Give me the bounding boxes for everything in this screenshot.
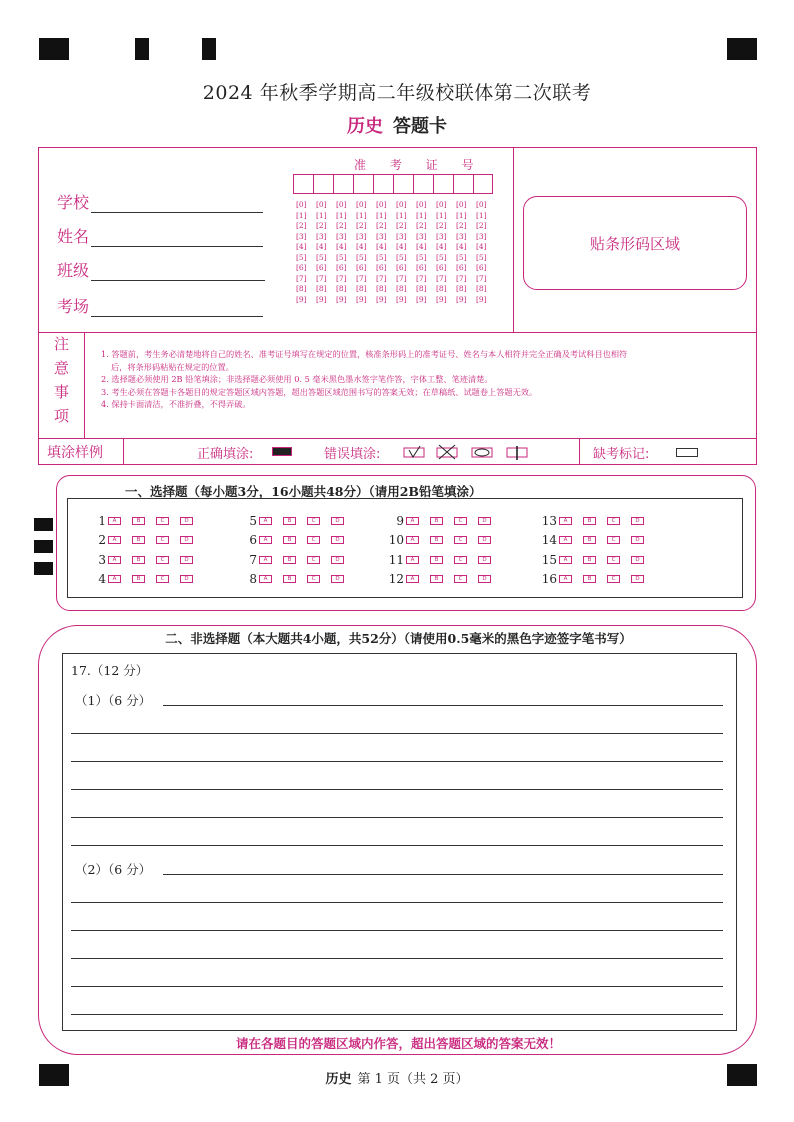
digit-bubble[interactable]: [3] xyxy=(416,231,427,241)
digit-bubble[interactable]: [9] xyxy=(316,294,327,304)
question-number: 12 xyxy=(388,572,404,587)
question-17-label: 17.（12 分） xyxy=(71,663,149,678)
digit-bubble[interactable]: [3] xyxy=(316,231,327,241)
option-bubble[interactable]: C xyxy=(607,556,620,564)
question-row xyxy=(533,570,655,590)
notice-title: 注 意 事 项 xyxy=(53,335,69,425)
digit-bubble[interactable]: [6] xyxy=(456,263,467,272)
digit-bubble[interactable]: [5] xyxy=(296,252,307,262)
answer-line xyxy=(71,986,723,987)
option-bubble[interactable]: D xyxy=(631,536,644,544)
option-bubble[interactable]: C xyxy=(307,575,320,583)
digit-bubble[interactable]: [3] xyxy=(396,231,407,241)
digit-bubble[interactable]: [2] xyxy=(416,221,427,230)
option-bubble[interactable]: B xyxy=(132,556,145,564)
question-row xyxy=(233,511,355,531)
fill-sample-row xyxy=(39,438,758,465)
name-field[interactable]: 姓名 xyxy=(57,224,263,247)
digit-bubble[interactable]: [4] xyxy=(396,242,407,251)
answer-line xyxy=(71,733,723,734)
answer-line xyxy=(71,789,723,790)
option-bubble[interactable]: C xyxy=(607,536,620,544)
option-bubble[interactable]: B xyxy=(132,575,145,583)
option-bubble[interactable]: D xyxy=(331,536,344,544)
digit-bubble[interactable]: [3] xyxy=(456,231,467,241)
exam-number-boxes[interactable] xyxy=(293,174,493,194)
option-bubble[interactable]: C xyxy=(454,575,467,583)
answer-line xyxy=(71,1014,723,1015)
digit-bubble[interactable]: [4] xyxy=(296,242,307,251)
digit-bubble[interactable]: [8] xyxy=(396,284,407,293)
digit-bubble[interactable]: [9] xyxy=(336,294,347,304)
digit-bubble[interactable]: [2] xyxy=(396,221,407,230)
digit-bubble[interactable]: [6] xyxy=(436,263,447,272)
digit-bubble[interactable]: [3] xyxy=(476,231,487,241)
digit-row xyxy=(294,242,494,253)
digit-bubble[interactable]: [6] xyxy=(376,263,387,272)
barcode-area: 贴条形码区域 xyxy=(523,196,747,290)
question-number: 8 xyxy=(249,572,257,587)
question-column xyxy=(233,511,355,589)
digit-bubble[interactable]: [9] xyxy=(476,294,487,304)
page-footer xyxy=(0,1068,794,1087)
option-bubble[interactable]: B xyxy=(283,556,296,564)
digit-bubble[interactable]: [1] xyxy=(416,210,427,220)
registration-mark xyxy=(34,562,53,575)
registration-mark xyxy=(34,518,53,531)
option-bubble[interactable]: B xyxy=(283,517,296,525)
digit-bubble[interactable]: [8] xyxy=(356,284,367,293)
digit-bubble[interactable]: [2] xyxy=(356,221,367,230)
info-box xyxy=(38,147,757,465)
digit-bubble[interactable]: [9] xyxy=(356,294,367,304)
notice-item: 3. 考生必须在答题卡各题目的规定答题区域内答题，超出答题区域范围书写的答案无效；在草稿纸、试题卷上答题无效。 xyxy=(101,386,538,397)
digit-bubble[interactable]: [5] xyxy=(476,252,487,262)
digit-bubble[interactable]: [2] xyxy=(436,221,447,230)
option-bubble[interactable]: D xyxy=(631,517,644,525)
question-number: 5 xyxy=(249,513,257,528)
option-bubble[interactable]: A xyxy=(259,575,272,583)
digit-bubble[interactable]: [0] xyxy=(436,200,447,209)
option-bubble[interactable]: B xyxy=(283,536,296,544)
registration-mark xyxy=(34,540,53,553)
option-bubble[interactable]: B xyxy=(430,556,443,564)
answer-line xyxy=(71,817,723,818)
digit-bubble[interactable]: [4] xyxy=(336,242,347,251)
digit-bubble[interactable]: [0] xyxy=(396,200,407,209)
question-row xyxy=(82,550,204,570)
digit-bubble[interactable]: [7] xyxy=(336,273,347,283)
digit-bubble[interactable]: [2] xyxy=(456,221,467,230)
digit-bubble[interactable]: [4] xyxy=(416,242,427,251)
option-bubble[interactable]: B xyxy=(583,556,596,564)
digit-bubble[interactable]: [4] xyxy=(436,242,447,251)
wrong-fill-samples xyxy=(403,444,533,460)
digit-bubble[interactable]: [6] xyxy=(336,263,347,272)
question-row xyxy=(380,550,502,570)
option-bubble[interactable]: C xyxy=(307,517,320,525)
digit-bubble[interactable]: [6] xyxy=(296,263,307,272)
answer-line xyxy=(71,761,723,762)
answer-line xyxy=(71,845,723,846)
option-bubble[interactable]: A xyxy=(108,575,121,583)
digit-bubble[interactable]: [4] xyxy=(376,242,387,251)
question-17-part1-label: （1）（6 分） xyxy=(75,693,152,708)
digit-bubble[interactable]: [5] xyxy=(356,252,367,262)
notice-item: 1. 答题前，考生务必清楚地将自己的姓名、准考证号填写在规定的位置，核准条形码上的准考证号、姓名与本人相符并完全正确及考试科目也相符 xyxy=(101,349,628,359)
digit-bubble[interactable]: [7] xyxy=(376,273,387,283)
nonchoice-section xyxy=(38,625,757,1055)
question-number: 4 xyxy=(98,572,106,587)
digit-bubble[interactable]: [4] xyxy=(476,242,487,251)
correct-fill-label: 正确填涂: xyxy=(197,447,254,462)
digit-bubble[interactable]: [2] xyxy=(376,221,387,230)
digit-bubble[interactable]: [3] xyxy=(436,231,447,241)
page-number: 第 1 页（共 2 页） xyxy=(357,1072,469,1087)
digit-row xyxy=(294,211,494,222)
digit-bubble[interactable]: [1] xyxy=(336,210,347,220)
correct-fill-sample xyxy=(272,447,292,456)
digit-bubble[interactable]: [3] xyxy=(376,231,387,241)
digit-bubble[interactable]: [1] xyxy=(296,210,307,220)
option-bubble[interactable]: B xyxy=(430,575,443,583)
option-bubble[interactable]: A xyxy=(259,536,272,544)
option-bubble[interactable]: D xyxy=(180,575,193,583)
digit-bubble[interactable]: [8] xyxy=(336,284,347,293)
option-bubble[interactable]: A xyxy=(559,536,572,544)
exam-number-bubbles[interactable] xyxy=(294,200,494,305)
question-row xyxy=(233,531,355,551)
answer-line xyxy=(163,705,723,706)
option-bubble[interactable]: D xyxy=(478,556,491,564)
digit-bubble[interactable]: [6] xyxy=(396,263,407,272)
question-number: 11 xyxy=(388,552,404,567)
option-bubble[interactable]: C xyxy=(156,575,169,583)
option-bubble[interactable]: C xyxy=(156,517,169,525)
digit-bubble[interactable]: [2] xyxy=(296,221,307,230)
digit-bubble[interactable]: [5] xyxy=(416,252,427,262)
registration-mark xyxy=(135,38,149,60)
digit-bubble[interactable]: [1] xyxy=(456,210,467,220)
digit-bubble[interactable]: [0] xyxy=(376,200,387,209)
digit-bubble[interactable]: [6] xyxy=(316,263,327,272)
digit-bubble[interactable]: [0] xyxy=(296,200,307,209)
option-bubble[interactable]: B xyxy=(583,517,596,525)
digit-bubble[interactable]: [9] xyxy=(376,294,387,304)
digit-bubble[interactable]: [7] xyxy=(356,273,367,283)
question-column xyxy=(82,511,204,589)
digit-row xyxy=(294,232,494,243)
option-bubble[interactable]: C xyxy=(454,517,467,525)
digit-bubble[interactable]: [2] xyxy=(476,221,487,230)
option-bubble[interactable]: D xyxy=(478,517,491,525)
option-bubble[interactable]: B xyxy=(430,517,443,525)
digit-bubble[interactable]: [8] xyxy=(296,284,307,293)
option-bubble[interactable]: B xyxy=(430,536,443,544)
digit-row xyxy=(294,200,494,211)
option-bubble[interactable]: A xyxy=(559,556,572,564)
answer-area-q17[interactable] xyxy=(62,653,737,1031)
option-bubble[interactable]: B xyxy=(132,517,145,525)
option-bubble[interactable]: D xyxy=(180,536,193,544)
wrong-fill-label: 错误填涂: xyxy=(324,447,381,462)
option-bubble[interactable]: A xyxy=(559,517,572,525)
option-bubble[interactable]: B xyxy=(583,575,596,583)
notice-list xyxy=(101,348,743,411)
question-number: 15 xyxy=(541,552,557,567)
digit-bubble[interactable]: [9] xyxy=(436,294,447,304)
digit-bubble[interactable]: [8] xyxy=(476,284,487,293)
registration-mark xyxy=(202,38,216,60)
digit-bubble[interactable]: [1] xyxy=(476,210,487,220)
question-number: 10 xyxy=(388,533,404,548)
digit-row xyxy=(294,284,494,295)
card-label: 答题卡 xyxy=(393,116,447,137)
digit-bubble[interactable]: [7] xyxy=(456,273,467,283)
nonchoice-section-title: 二、非选择题（本大题共4小题，共52分）（请使用0.5毫米的黑色字迹签字笔书写） xyxy=(165,631,632,646)
question-number: 13 xyxy=(541,513,557,528)
digit-bubble[interactable]: [1] xyxy=(356,210,367,220)
school-field[interactable]: 学校 xyxy=(57,190,263,213)
option-bubble[interactable]: A xyxy=(406,556,419,564)
option-bubble[interactable]: C xyxy=(607,575,620,583)
digit-bubble[interactable]: [4] xyxy=(456,242,467,251)
digit-bubble[interactable]: [7] xyxy=(476,273,487,283)
digit-bubble[interactable]: [1] xyxy=(316,210,327,220)
answer-line xyxy=(163,874,723,875)
option-bubble[interactable]: D xyxy=(331,517,344,525)
question-row xyxy=(82,511,204,531)
fill-sample-label: 填涂样例 xyxy=(47,445,103,461)
option-bubble[interactable]: C xyxy=(607,517,620,525)
option-bubble[interactable]: A xyxy=(406,517,419,525)
digit-bubble[interactable]: [5] xyxy=(376,252,387,262)
digit-bubble[interactable]: [8] xyxy=(436,284,447,293)
option-bubble[interactable]: B xyxy=(283,575,296,583)
digit-bubble[interactable]: [8] xyxy=(316,284,327,293)
digit-bubble[interactable]: [9] xyxy=(456,294,467,304)
digit-bubble[interactable]: [5] xyxy=(456,252,467,262)
digit-bubble[interactable]: [4] xyxy=(356,242,367,251)
question-row xyxy=(380,511,502,531)
digit-bubble[interactable]: [7] xyxy=(436,273,447,283)
option-bubble[interactable]: C xyxy=(454,556,467,564)
question-17-part2-label: （2）（6 分） xyxy=(75,862,152,877)
digit-bubble[interactable]: [0] xyxy=(316,200,327,209)
option-bubble[interactable]: A xyxy=(259,517,272,525)
digit-bubble[interactable]: [9] xyxy=(296,294,307,304)
footer-subject: 历史 xyxy=(325,1072,352,1087)
question-number: 3 xyxy=(98,552,106,567)
digit-bubble[interactable]: [3] xyxy=(356,231,367,241)
registration-mark xyxy=(727,38,757,60)
digit-bubble[interactable]: [5] xyxy=(436,252,447,262)
option-bubble[interactable]: A xyxy=(406,575,419,583)
question-column xyxy=(380,511,502,589)
choice-section-title: 一、选择题（每小题3分，16小题共48分）（请用2B铅笔填涂） xyxy=(125,484,482,499)
digit-bubble[interactable]: [6] xyxy=(476,263,487,272)
digit-row xyxy=(294,263,494,274)
digit-bubble[interactable]: [6] xyxy=(356,263,367,272)
question-row xyxy=(82,570,204,590)
question-row xyxy=(233,550,355,570)
subject-label: 历史 xyxy=(347,116,383,137)
digit-bubble[interactable]: [9] xyxy=(416,294,427,304)
digit-row xyxy=(294,221,494,232)
digit-bubble[interactable]: [8] xyxy=(456,284,467,293)
absent-mark-label: 缺考标记: xyxy=(593,447,650,462)
answer-line xyxy=(71,930,723,931)
question-number: 16 xyxy=(541,572,557,587)
class-field[interactable]: 班级 xyxy=(57,258,265,281)
digit-bubble[interactable]: [7] xyxy=(296,273,307,283)
option-bubble[interactable]: D xyxy=(478,536,491,544)
question-number: 9 xyxy=(396,513,404,528)
option-bubble[interactable]: C xyxy=(307,556,320,564)
digit-bubble[interactable]: [2] xyxy=(336,221,347,230)
digit-row xyxy=(294,253,494,264)
option-bubble[interactable]: D xyxy=(631,556,644,564)
option-bubble[interactable]: A xyxy=(406,536,419,544)
question-column xyxy=(533,511,655,589)
digit-row xyxy=(294,274,494,285)
registration-mark xyxy=(39,38,69,60)
digit-bubble[interactable]: [0] xyxy=(456,200,467,209)
option-bubble[interactable]: D xyxy=(180,556,193,564)
digit-bubble[interactable]: [9] xyxy=(396,294,407,304)
page-subtitle xyxy=(0,112,794,138)
digit-bubble[interactable]: [7] xyxy=(396,273,407,283)
question-number: 7 xyxy=(249,552,257,567)
answer-line xyxy=(71,902,723,903)
question-row xyxy=(233,570,355,590)
question-number: 1 xyxy=(98,513,106,528)
option-bubble[interactable]: D xyxy=(331,575,344,583)
option-bubble[interactable]: A xyxy=(559,575,572,583)
option-bubble[interactable]: D xyxy=(331,556,344,564)
question-row xyxy=(380,570,502,590)
question-number: 2 xyxy=(98,533,106,548)
digit-bubble[interactable]: [0] xyxy=(336,200,347,209)
digit-row xyxy=(294,295,494,306)
option-bubble[interactable]: A xyxy=(108,556,121,564)
digit-bubble[interactable]: [3] xyxy=(336,231,347,241)
digit-bubble[interactable]: [5] xyxy=(336,252,347,262)
question-number: 6 xyxy=(249,533,257,548)
option-bubble[interactable]: C xyxy=(454,536,467,544)
option-bubble[interactable]: D xyxy=(631,575,644,583)
choice-answer-area xyxy=(67,498,743,598)
notice-item: 4. 保持卡面清洁，不准折叠，不得弄破。 xyxy=(101,399,251,409)
option-bubble[interactable]: A xyxy=(108,536,121,544)
question-row xyxy=(380,531,502,551)
option-bubble[interactable]: B xyxy=(132,536,145,544)
question-number: 14 xyxy=(541,533,557,548)
page-title: 2024 年秋季学期高二年级校联体第二次联考 xyxy=(202,82,592,104)
question-row xyxy=(82,531,204,551)
digit-bubble[interactable]: [1] xyxy=(436,210,447,220)
answer-line xyxy=(71,958,723,959)
digit-bubble[interactable]: [1] xyxy=(396,210,407,220)
digit-bubble[interactable]: [5] xyxy=(316,252,327,262)
question-row xyxy=(533,550,655,570)
notice-item: 2. 选择题必须使用 2B 铅笔填涂；非选择题必须使用 0. 5 毫米黑色墨水签字笔作答，字体工整、笔迹清楚。 xyxy=(101,374,493,384)
digit-bubble[interactable]: [7] xyxy=(416,273,427,283)
option-bubble[interactable]: A xyxy=(259,556,272,564)
digit-bubble[interactable]: [0] xyxy=(476,200,487,209)
exam-room-field[interactable]: 考场 xyxy=(57,294,263,317)
question-row xyxy=(533,511,655,531)
option-bubble[interactable]: D xyxy=(478,575,491,583)
option-bubble[interactable]: D xyxy=(180,517,193,525)
digit-bubble[interactable]: [4] xyxy=(316,242,327,251)
digit-bubble[interactable]: [8] xyxy=(416,284,427,293)
option-bubble[interactable]: A xyxy=(108,517,121,525)
option-bubble[interactable]: C xyxy=(156,556,169,564)
absent-mark-box[interactable] xyxy=(676,448,698,457)
digit-bubble[interactable]: [6] xyxy=(416,263,427,272)
option-bubble[interactable]: B xyxy=(583,536,596,544)
digit-bubble[interactable]: [8] xyxy=(376,284,387,293)
digit-bubble[interactable]: [2] xyxy=(316,221,327,230)
digit-bubble[interactable]: [1] xyxy=(376,210,387,220)
question-row xyxy=(533,531,655,551)
answer-area-warning: 请在各题目的答题区域内作答，超出答题区域的答案无效！ xyxy=(235,1036,561,1051)
choice-section xyxy=(56,475,756,611)
notice-item: 后，将条形码粘贴在规定的位置。 xyxy=(111,361,234,372)
digit-bubble[interactable]: [7] xyxy=(316,273,327,283)
digit-bubble[interactable]: [3] xyxy=(296,231,307,241)
digit-bubble[interactable]: [0] xyxy=(356,200,367,209)
option-bubble[interactable]: C xyxy=(156,536,169,544)
option-bubble[interactable]: C xyxy=(307,536,320,544)
digit-bubble[interactable]: [0] xyxy=(416,200,427,209)
digit-bubble[interactable]: [5] xyxy=(396,252,407,262)
exam-number-label: 准 考 证 号 xyxy=(354,158,484,172)
